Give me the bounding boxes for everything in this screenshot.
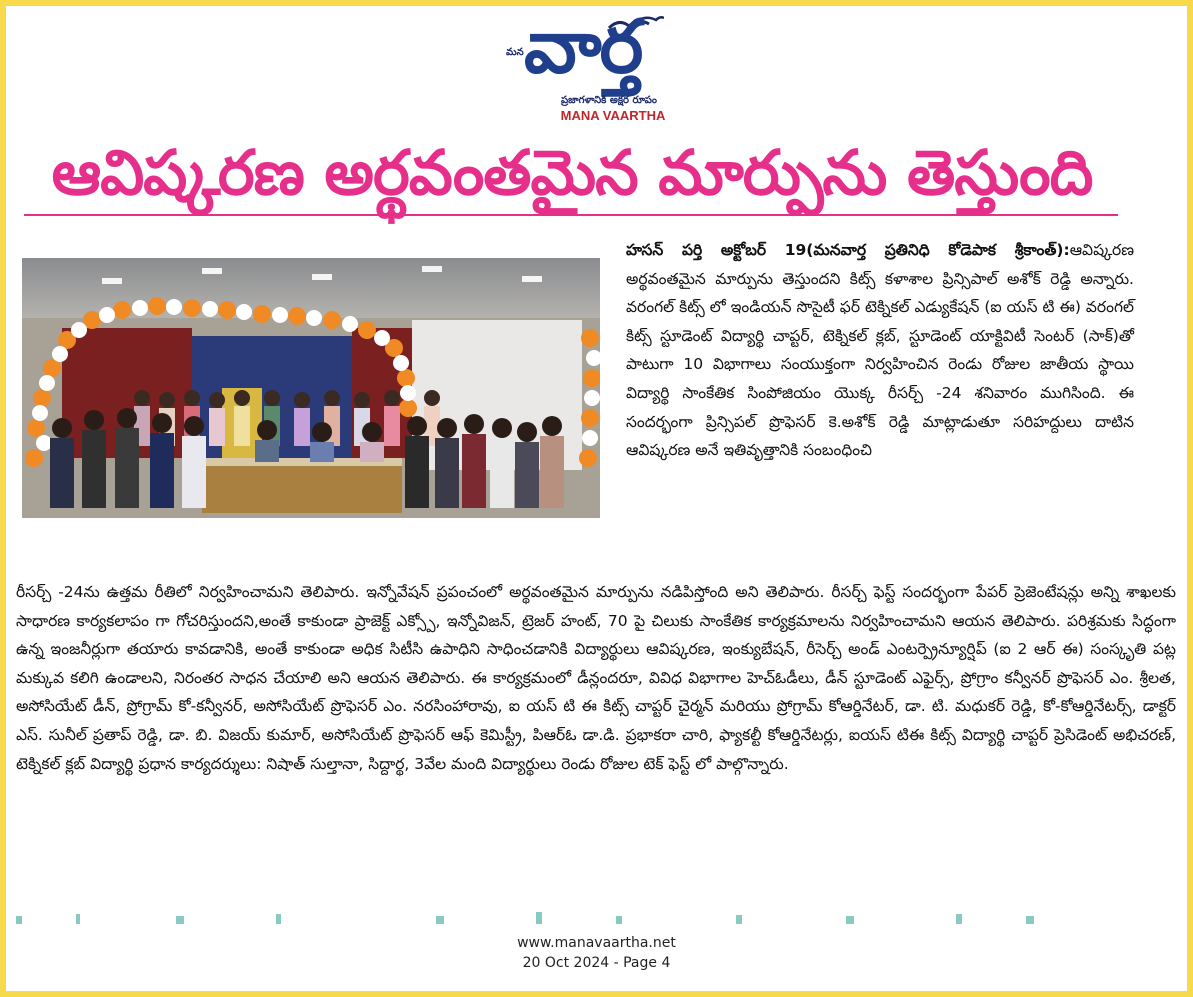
article-dateline: హసన్ పర్తి అక్టోబర్ 19(మనవార్త ప్రతినిధి కోడెపాక శ్రీకాంత్):	[626, 241, 1070, 259]
masthead-logo	[504, 6, 700, 126]
masthead-prefix: మన	[506, 47, 524, 58]
article-lead-text: ఆవిష్కరణ అర్థవంతమైన మార్పును తెస్తుందని కిట్స్ కళాశాల ప్రిన్సిపాల్ అశోక్ రెడ్డి అన్నారు. వరంగల్ కిట్స్ లో ఇండియన్ సొసైటీ ఫర్ టెక్నికల్ ఎడ్యుకేషన్ (ఐ యస్ టి ఈ) వరంగల్ కిట్స్ స్టూడెంట్ విద్యార్థి చాప్టర్, టెక్నికల్ క్లబ్, స్టూడెంట్ యాక్టివిటీ సెంటర్ (సాక్)తో పాటుగా 10 విభాగాలు సంయుక్తంగా నిర్వహించిన రెండు రోజుల జాతీయ స్థాయి విద్యార్థి సాంకేతిక సింపోజియం యొక్క రీసర్చ్ -24 శనివారం ముగిసింది. ఈ సందర్భంగా ప్రిన్సిపల్ ప్రొఫెసర్ కె.అశోక్ రెడ్డి మాట్లాడుతూ సరిహద్దులు దాటిన ఆవిష్కరణ అనే ఇతివృత్తానికి సంబంధించి	[626, 241, 1134, 460]
masthead-english-name: MANA VAARTHA	[560, 108, 666, 123]
footer-website: www.manavaartha.net	[517, 935, 676, 951]
masthead-title: వార్త	[524, 6, 642, 90]
event-group-photo	[22, 258, 600, 518]
masthead-tagline: ప్రజాగళానికి అక్షర రూపం	[561, 95, 657, 106]
decorative-strip	[16, 912, 1046, 926]
page-footer	[6, 933, 1187, 973]
article-headline: ఆవిష్కరణ అర్థవంతమైన మార్పును తెస్తుంది	[51, 136, 1093, 209]
article-body-text: రీసర్చ్ -24ను ఉత్తమ రీతిలో నిర్వహించామని తెలిపారు. ఇన్నోవేషన్ ప్రపంచంలో అర్థవంతమైన మార్పును నడిపిస్తోంది అని తెలిపారు. రీసర్చ్ ఫెస్ట్ సందర్భంగా పేపర్ ప్రెజెంటేషన్లు అన్ని శాఖలకు సాధారణ కార్యకలాపం గా గోచరిస్తుందని,అంతే కాకుండా ప్రాజెక్ట్ ఎక్స్పో, ఇన్నోవిజన్, ట్రెజర్ హంట్, 70 పై చిలుకు సాంకేతిక కార్యక్రమాలను నిర్వహించామని ఆయన తెలిపారు. పరిశ్రమకు సిద్ధంగా ఉన్న ఇంజనీర్లుగా తయారు కావడానికి, అంతే కాకుండా అధిక సిటీసి ఉపాధిని సాధించడానికి విద్యార్థులు ఆవిష్కరణ, ఇంక్యుబేషన్, రీసెర్చ్ అండ్ ఎంటర్ప్రెన్యూర్షిప్ (ఐ 2 ఆర్ ఈ) సంస్కృతి పట్ల మక్కువ కలిగి ఉండాలని, నిరంతర సాధన చేయాలి అని ఆయన తెలిపారు. ఈ కార్యక్రమంలో డీన్లందరూ, వివిధ విభాగాల హెచ్ఓడీలు, డీన్ స్టూడెంట్ ఎఫైర్స్, ప్రోగ్రాం కన్వీనర్ ప్రొఫెసర్ ఎం. శ్రీలత, అసోసియేట్ డీన్, ప్రోగ్రామ్ కో-కన్వీనర్, అసోసియేట్ ప్రొఫెసర్ ఎం. నరసింహారావు, ఐ యస్ టి ఈ కిట్స్ చాప్టర్ చైర్మన్ మరియు ప్రోగ్రామ్ కోఆర్డినేటర్, డా. టి. మధుకర్ రెడ్డి, కో-కోఆర్డినేటర్స్, డాక్టర్ ఎస్. సునీల్ ప్రతాప్ రెడ్డి, డా. బి. విజయ్ కుమార్, అసోసియేట్ ప్రొఫెసర్ ఆఫ్ కెమిస్ట్రీ, పిఆర్ఓ డా.డి. ప్రభాకరా చారి, ఫ్యాకల్టీ కోఆర్డినేటర్లు, ఐయస్ టిఈ కిట్స్ విద్యార్థి చాప్టర్ ప్రెసిడెంట్ అభిచరణ్, టెక్నికల్ క్లబ్ విద్యార్థి ప్రధాన కార్యదర్శులు: నిషాత్ సుల్తానా, సిద్దార్థ, 3వేల మంది విద్యార్థులు రెండు రోజుల టెక్ ఫెస్ట్ లో పాల్గొన్నారు.	[16, 583, 1176, 773]
footer-date-page: 20 Oct 2024 - Page 4	[522, 955, 671, 971]
headline-divider	[24, 214, 1118, 216]
article-lead-column	[626, 236, 1134, 465]
group-photo-illustration	[22, 258, 600, 518]
newspaper-clipping	[6, 6, 1187, 991]
